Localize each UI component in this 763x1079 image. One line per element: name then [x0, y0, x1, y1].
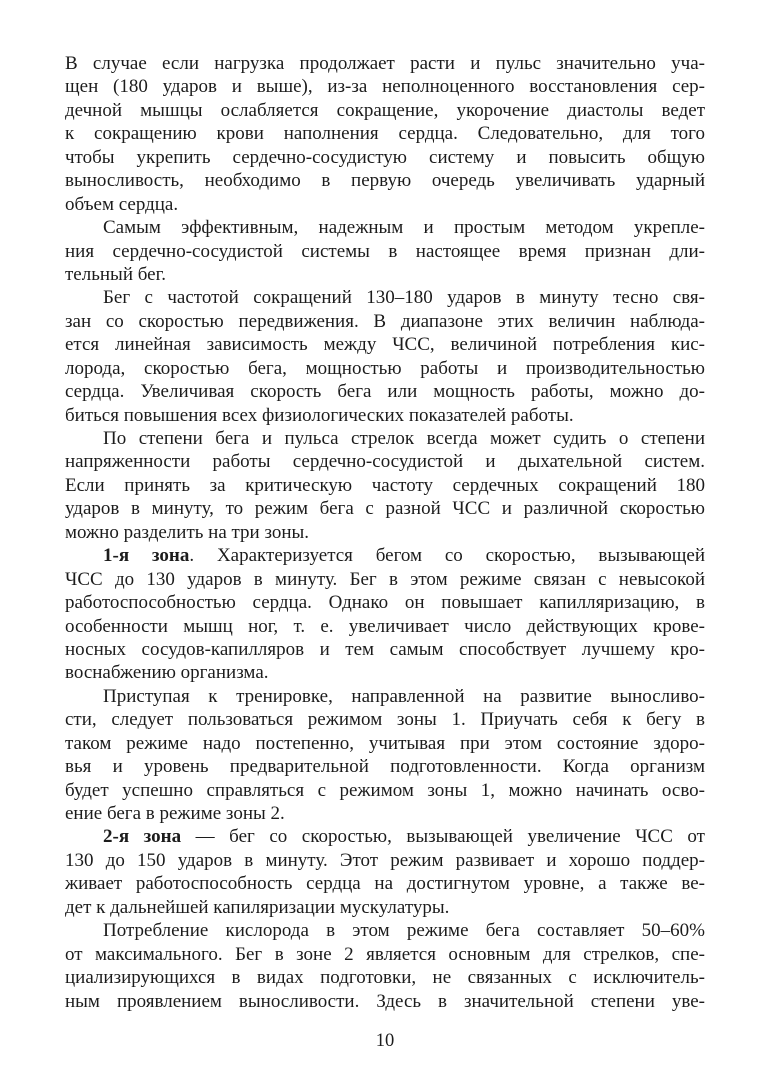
text-run: — бег со скоростью, вызывающей увеличение ЧСС от: [181, 826, 705, 848]
text-run: чтобы укрепить сердечно-сосудистую систему и повысить общую: [65, 146, 705, 168]
text-line: [65, 240, 705, 263]
text-line: [65, 544, 705, 567]
text-run: носных сосудов-капилляров и тем самым способствует лучшему кро-: [65, 638, 705, 660]
text-line: [65, 286, 705, 309]
text-line: [65, 169, 705, 192]
page-number: 10: [375, 1031, 395, 1051]
text-line: [65, 193, 705, 216]
text-run: вья и уровень предварительной подготовленности. Когда организм: [65, 756, 705, 778]
text-run: Самым эффективным, надежным и простым методом укрепле-: [103, 217, 705, 239]
text-run: работоспособностью сердца. Однако он повышает капилляризацию, в: [65, 592, 705, 614]
text-run: к сокращению крови наполнения сердца. Следовательно, для того: [65, 123, 705, 145]
text-run: Бег с частотой сокращений 130–180 ударов в минуту тесно свя-: [103, 287, 705, 309]
text-line: [65, 732, 705, 755]
text-line: [65, 99, 705, 122]
text-line: [65, 896, 705, 919]
text-run: воснабжению организма.: [65, 662, 269, 684]
text-run: напряженности работы сердечно-сосудистой и дыхательной систем.: [65, 451, 705, 473]
text-run: По степени бега и пульса стрелок всегда может судить о степени: [103, 428, 705, 449]
text-run: дет к дальнейшей капиляризации мускулатуры.: [65, 896, 450, 918]
text-line: [65, 615, 705, 638]
zone-heading: 2-я зона: [103, 826, 182, 848]
text-run: объем сердца.: [65, 193, 179, 215]
text-line: [65, 802, 705, 825]
text-line: [65, 427, 705, 450]
text-line: [65, 310, 705, 333]
text-run: циализирующихся в видах подготовки, не связанных с исключитель-: [65, 967, 705, 989]
text-run: тельный бег.: [65, 263, 166, 285]
text-line: [65, 943, 705, 966]
text-run: живает работоспособность сердца на достигнутом уровне, а также ве-: [65, 873, 705, 895]
text-line: [65, 380, 705, 403]
text-line: [65, 263, 705, 286]
text-line: [65, 216, 705, 239]
text-line: [65, 638, 705, 661]
text-run: Приступая к тренировке, направленной на развитие выносливо-: [103, 685, 705, 707]
text-run: сти, следует пользоваться режимом зоны 1. Приучать себя к бегу в: [65, 709, 705, 731]
text-line: [65, 497, 705, 520]
text-line: [65, 685, 705, 708]
text-run: ение бега в режиме зоны 2.: [65, 803, 285, 824]
text-run: щен (180 ударов и выше), из-за неполноценного восстановления сер-: [65, 76, 705, 98]
text-line: [65, 333, 705, 356]
text-run: В случае если нагрузка продолжает расти и пульс значительно уча-: [65, 53, 705, 74]
zone-heading: 1-я зона: [103, 545, 190, 567]
text-line: [65, 521, 705, 544]
text-line: [65, 122, 705, 145]
text-line: [65, 568, 705, 591]
text-line: [65, 966, 705, 989]
text-line: [65, 450, 705, 473]
text-line: [65, 825, 705, 848]
text-run: . Характеризуется бегом со скоростью, вызывающей: [189, 545, 705, 567]
text-line: [65, 661, 705, 684]
text-run: ния сердечно-сосудистой системы в настоящее время признан дли-: [65, 240, 705, 262]
text-line: [65, 404, 705, 427]
text-run: Если принять за критическую частоту сердечных сокращений 180: [65, 474, 705, 496]
text-line: [65, 146, 705, 169]
text-run: ЧСС до 130 ударов в минуту. Бег в этом режиме связан с невысокой: [65, 568, 705, 590]
text-run: Потребление кислорода в этом режиме бега составляет 50–60%: [103, 920, 705, 942]
text-run: таком режиме надо постепенно, учитывая при этом состояние здоро-: [65, 732, 705, 754]
text-run: биться повышения всех физиологических показателей работы.: [65, 404, 574, 426]
text-run: от максимального. Бег в зоне 2 является основным для стрелков, спе-: [65, 943, 705, 965]
text-run: лорода, скоростью бега, мощностью работы и производительностью: [65, 357, 705, 379]
text-line: [65, 75, 705, 98]
text-run: дечной мышцы ослабляется сокращение, укорочение диастолы ведет: [65, 99, 705, 121]
text-run: ным проявлением выносливости. Здесь в значительной степени уве-: [65, 990, 705, 1012]
text-run: особенности мышц ног, т. е. увеличивает число действующих крове-: [65, 615, 705, 637]
text-run: ударов в минуту, то режим бега с разной ЧСС и различной скоростью: [65, 498, 705, 520]
text-run: будет успешно справляться с режимом зоны 1, можно начинать осво-: [65, 779, 705, 801]
text-run: можно разделить на три зоны.: [65, 521, 310, 543]
text-line: [65, 919, 705, 942]
text-run: ется линейная зависимость между ЧСС, величиной потребления кис-: [65, 334, 705, 356]
body-text: [65, 52, 705, 1013]
text-line: [65, 849, 705, 872]
text-run: 130 до 150 ударов в минуту. Этот режим развивает и хорошо поддер-: [65, 849, 705, 871]
text-run: зан со скоростью передвижения. В диапазоне этих величин наблюда-: [65, 310, 705, 332]
text-line: [65, 474, 705, 497]
text-line: [65, 52, 705, 75]
text-line: [65, 591, 705, 614]
text-run: сердца. Увеличивая скорость бега или мощность работы, можно до-: [65, 381, 705, 403]
text-line: [65, 990, 705, 1013]
text-run: выносливость, необходимо в первую очередь увеличивать ударный: [65, 170, 705, 192]
text-line: [65, 708, 705, 731]
text-line: [65, 779, 705, 802]
text-line: [65, 357, 705, 380]
text-line: [65, 755, 705, 778]
text-line: [65, 872, 705, 895]
